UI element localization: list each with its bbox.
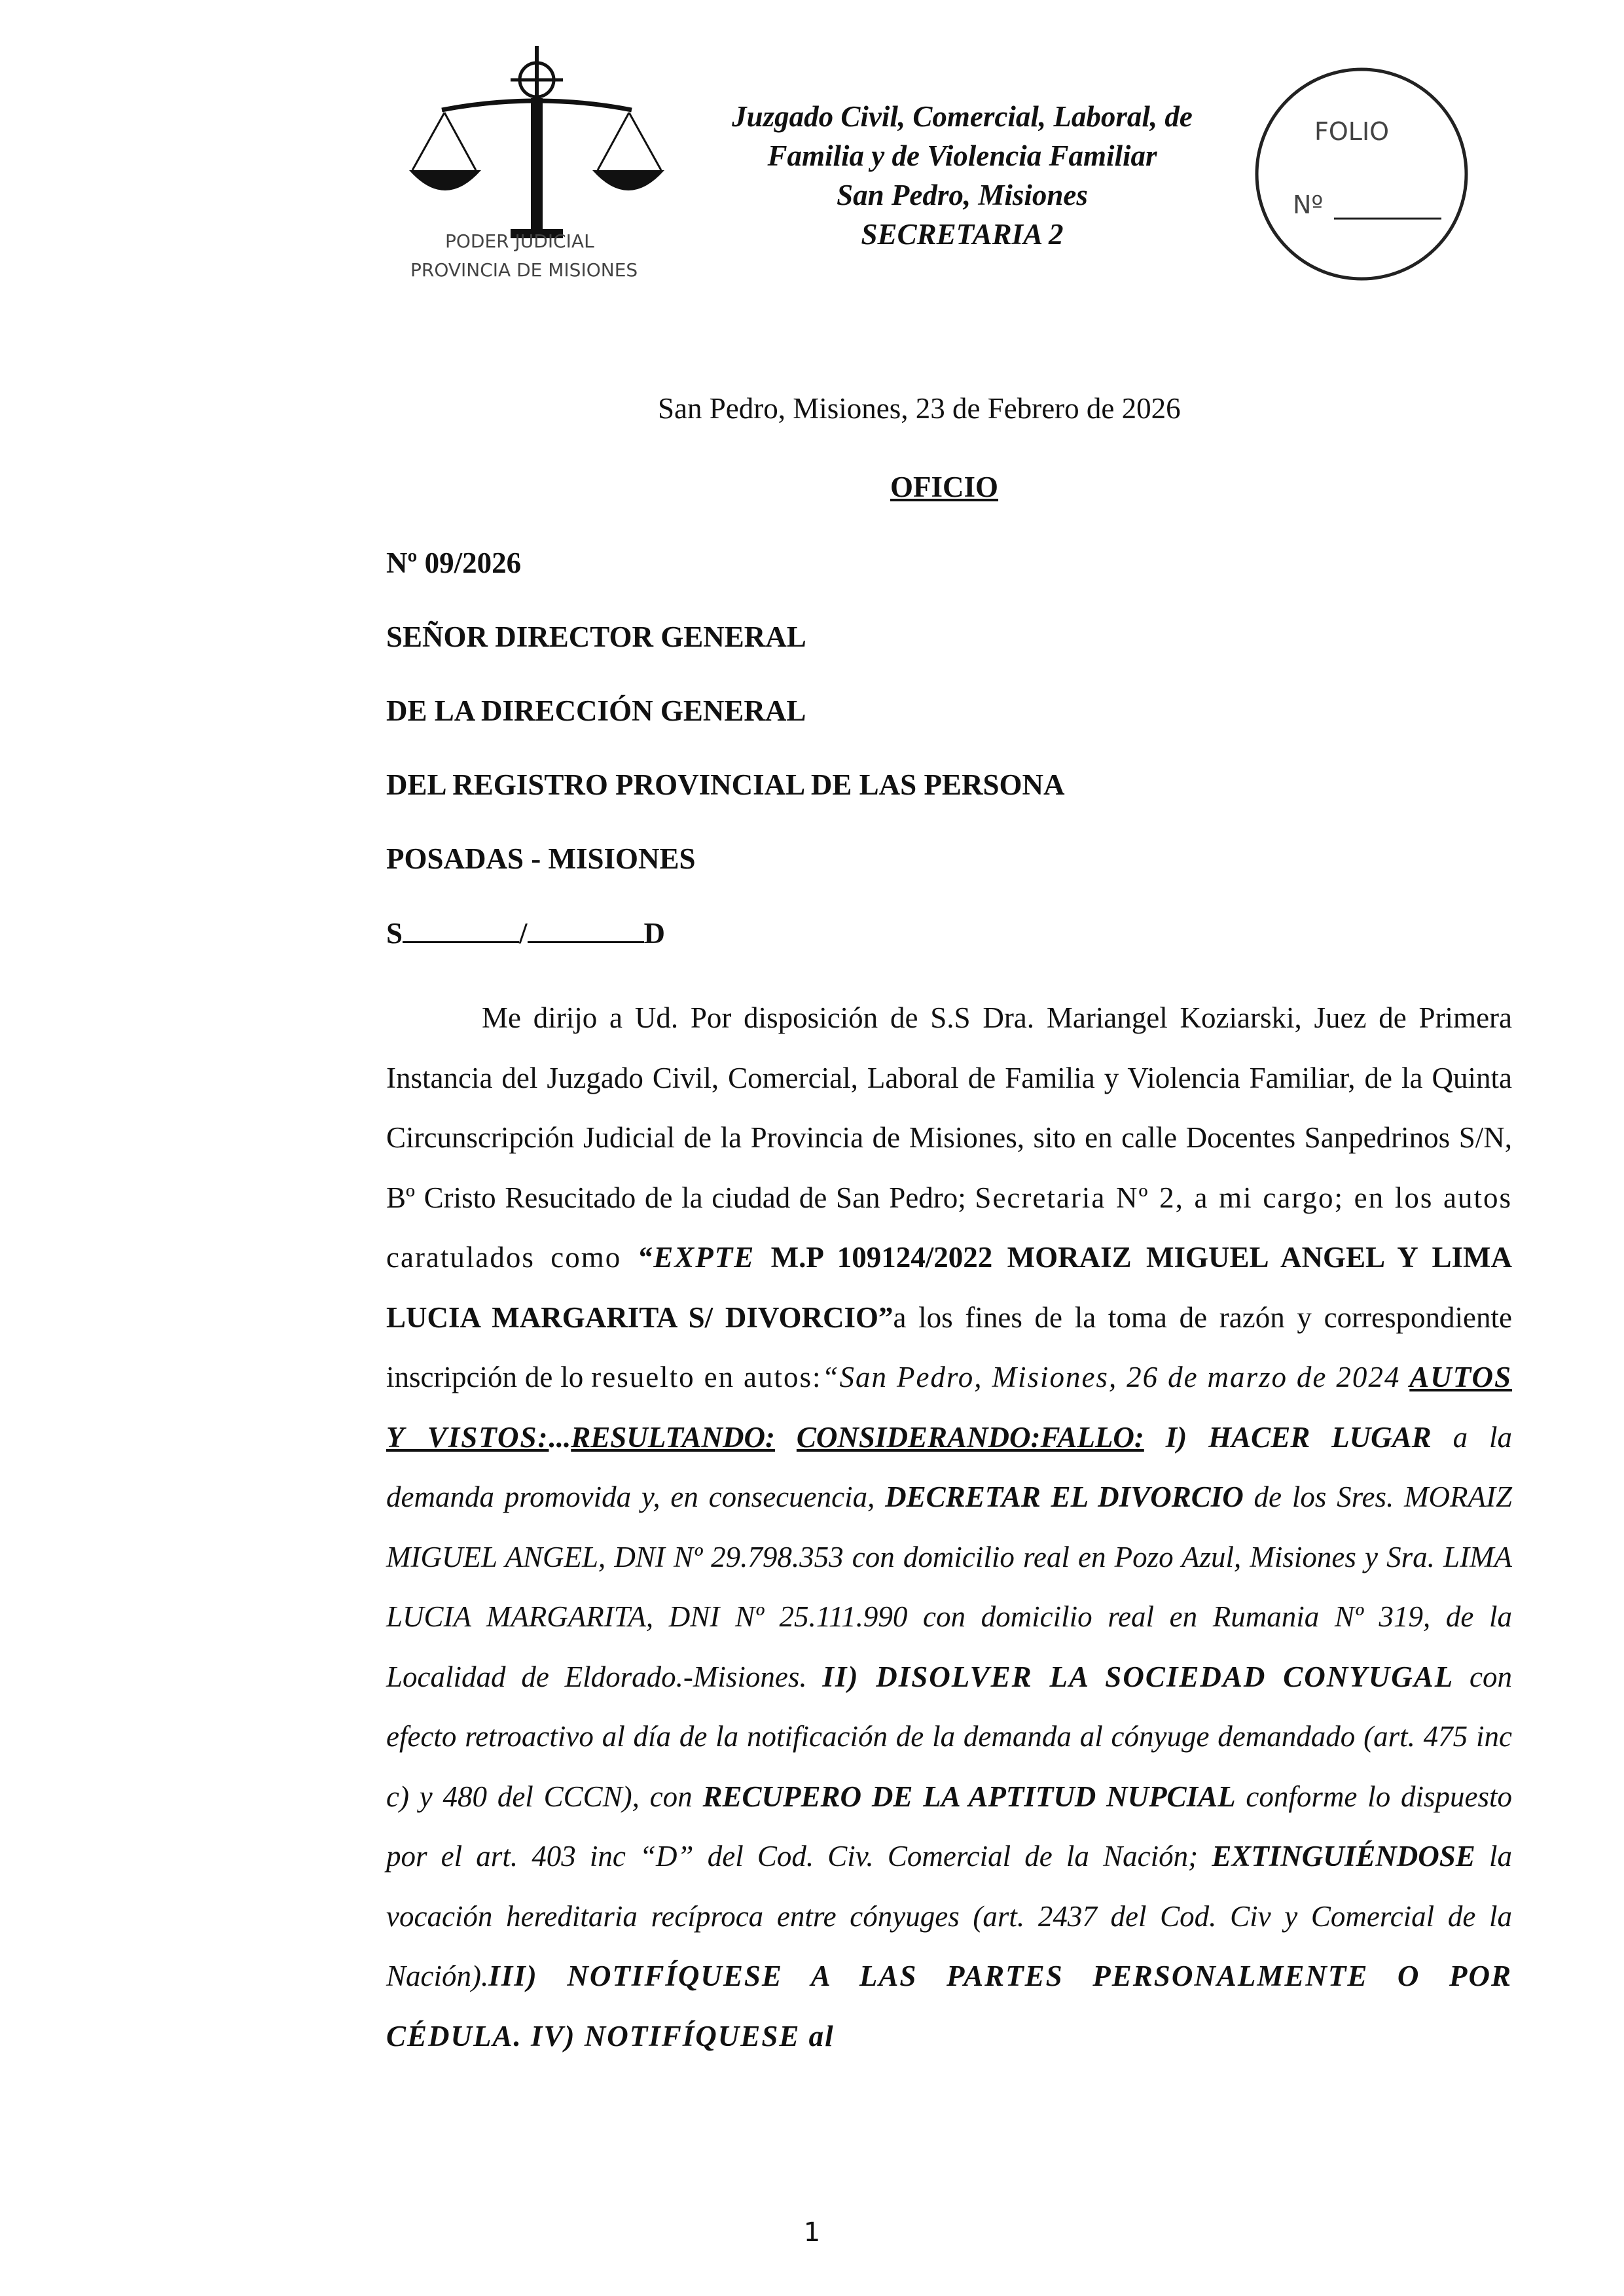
court-line-4: SECRETARIA 2: [861, 218, 1064, 251]
ruling-item-2: II) DISOLVER LA SOCIEDAD CONYUGAL: [822, 1660, 1454, 1693]
logo-line-2: PROVINCIA DE MISIONES: [410, 259, 638, 281]
court-line-1: Juzgado Civil, Comercial, Laboral, de: [732, 100, 1193, 133]
document-body: [386, 988, 1512, 2066]
document-date: San Pedro, Misiones, 23 de Febrero de 2026: [658, 392, 1181, 425]
ruling-item-1: I) HACER LUGAR: [1144, 1420, 1432, 1454]
sd-salutation: [386, 916, 665, 950]
court-header: [648, 97, 1276, 254]
resultando: RESULTANDO:: [571, 1420, 775, 1454]
body-paragraph: [386, 988, 1512, 2066]
recipient-line-3: DEL REGISTRO PROVINCIAL DE LAS PERSONA: [386, 768, 1065, 801]
body-purpose-text: a los fines de la toma de razón y correspondiente inscripción de lo: [386, 1300, 1512, 1393]
document-type-title: OFICIO: [890, 471, 999, 503]
art-403-text: conforme lo dispuesto por el art. 403 inc “D” del Cod. Civ. Comercial de la Nación;: [386, 1780, 1512, 1873]
decretar-divorcio: DECRETAR EL DIVORCIO: [885, 1480, 1244, 1513]
sd-slash: /: [519, 917, 528, 950]
court-line-2: Familia y de Violencia Familiar: [767, 139, 1157, 172]
folio-title: FOLIO: [1314, 117, 1390, 146]
folio-number-label: Nº: [1293, 190, 1324, 219]
sd-d: D: [643, 917, 666, 950]
ruling-item-1-text: a la demanda promovida y, en consecuencia,: [386, 1420, 1512, 1513]
scales-of-justice-icon: [403, 39, 677, 288]
body-intro-text: Me dirijo a Ud. Por disposición de S.S Dra. Mariangel Koziarski, Juez de Primera Instancia del Juzgado Civil, Comercial, Laboral de Familia y Violencia Familiar, de la Quinta Circunscripción Judicial de la Provincia de Misiones, sito en calle Docentes Sanpedrinos S/N, Bº Cristo Resucitado de la ciudad de San Pedro;: [386, 1001, 1512, 1214]
poder-judicial-logo: [403, 39, 677, 288]
court-line-3: San Pedro, Misiones: [837, 179, 1088, 211]
recipient-line-1: SEÑOR DIRECTOR GENERAL: [386, 620, 806, 653]
ruling-items-3-4: III) NOTIFÍQUESE A LAS PARTES PERSONALMENTE O POR CÉDULA. IV) NOTIFÍQUESE al: [386, 1960, 1512, 2053]
page-number: 1: [803, 2217, 821, 2248]
folio-stamp: [1244, 62, 1479, 297]
sd-s: S: [386, 917, 403, 950]
recipient-line-4: POSADAS - MISIONES: [386, 842, 696, 875]
expte-open: “EXPTE: [637, 1241, 771, 1274]
ruling-item-2-text: con efecto retroactivo al día de la notificación de la demanda al cónyuge demandado (art. 475 inc c) y 480 del CCCN), con: [386, 1660, 1512, 1813]
ellipsis: ...: [549, 1420, 571, 1454]
extinguiendose: EXTINGUIÉNDOSE: [1212, 1840, 1475, 1873]
expte-caption: M.P 109124/2022 MORAIZ MIGUEL ANGEL Y LIMA LUCIA MARGARITA S/ DIVORCIO”: [386, 1241, 1512, 1334]
considerando-fallo: CONSIDERANDO:FALLO:: [796, 1420, 1144, 1454]
autos-y-vistos: AUTOS Y VISTOS:: [386, 1361, 1512, 1454]
document-number: Nº 09/2026: [386, 547, 522, 579]
art-2437-text: la vocación hereditaria recíproca entre cónyuges (art. 2437 del Cod. Civ y Comercial de la Nación).: [386, 1840, 1512, 1992]
recupero-aptitud-nupcial: RECUPERO DE LA APTITUD NUPCIAL: [702, 1780, 1236, 1813]
body-secretaria-text: Secretaria Nº 2, a mi cargo; en los autos caratulados como: [386, 1181, 1512, 1274]
parties-text: de los Sres. MORAIZ MIGUEL ANGEL, DNI Nº 29.798.353 con domicilio real en Pozo Azul, Misiones y Sra. LIMA LUCIA MARGARITA, DNI Nº 25.111.990 con domicilio real en Rumania Nº 319, de la Localidad de Eldorado.-Misiones.: [386, 1480, 1512, 1693]
recipient-line-2: DE LA DIRECCIÓN GENERAL: [386, 694, 806, 727]
ruling-date-text: “San Pedro, Misiones, 26 de marzo de 2024: [821, 1361, 1410, 1393]
logo-line-1: PODER JUDICIAL: [445, 230, 594, 252]
body-resuelto-text: resuelto en autos:: [591, 1361, 822, 1393]
